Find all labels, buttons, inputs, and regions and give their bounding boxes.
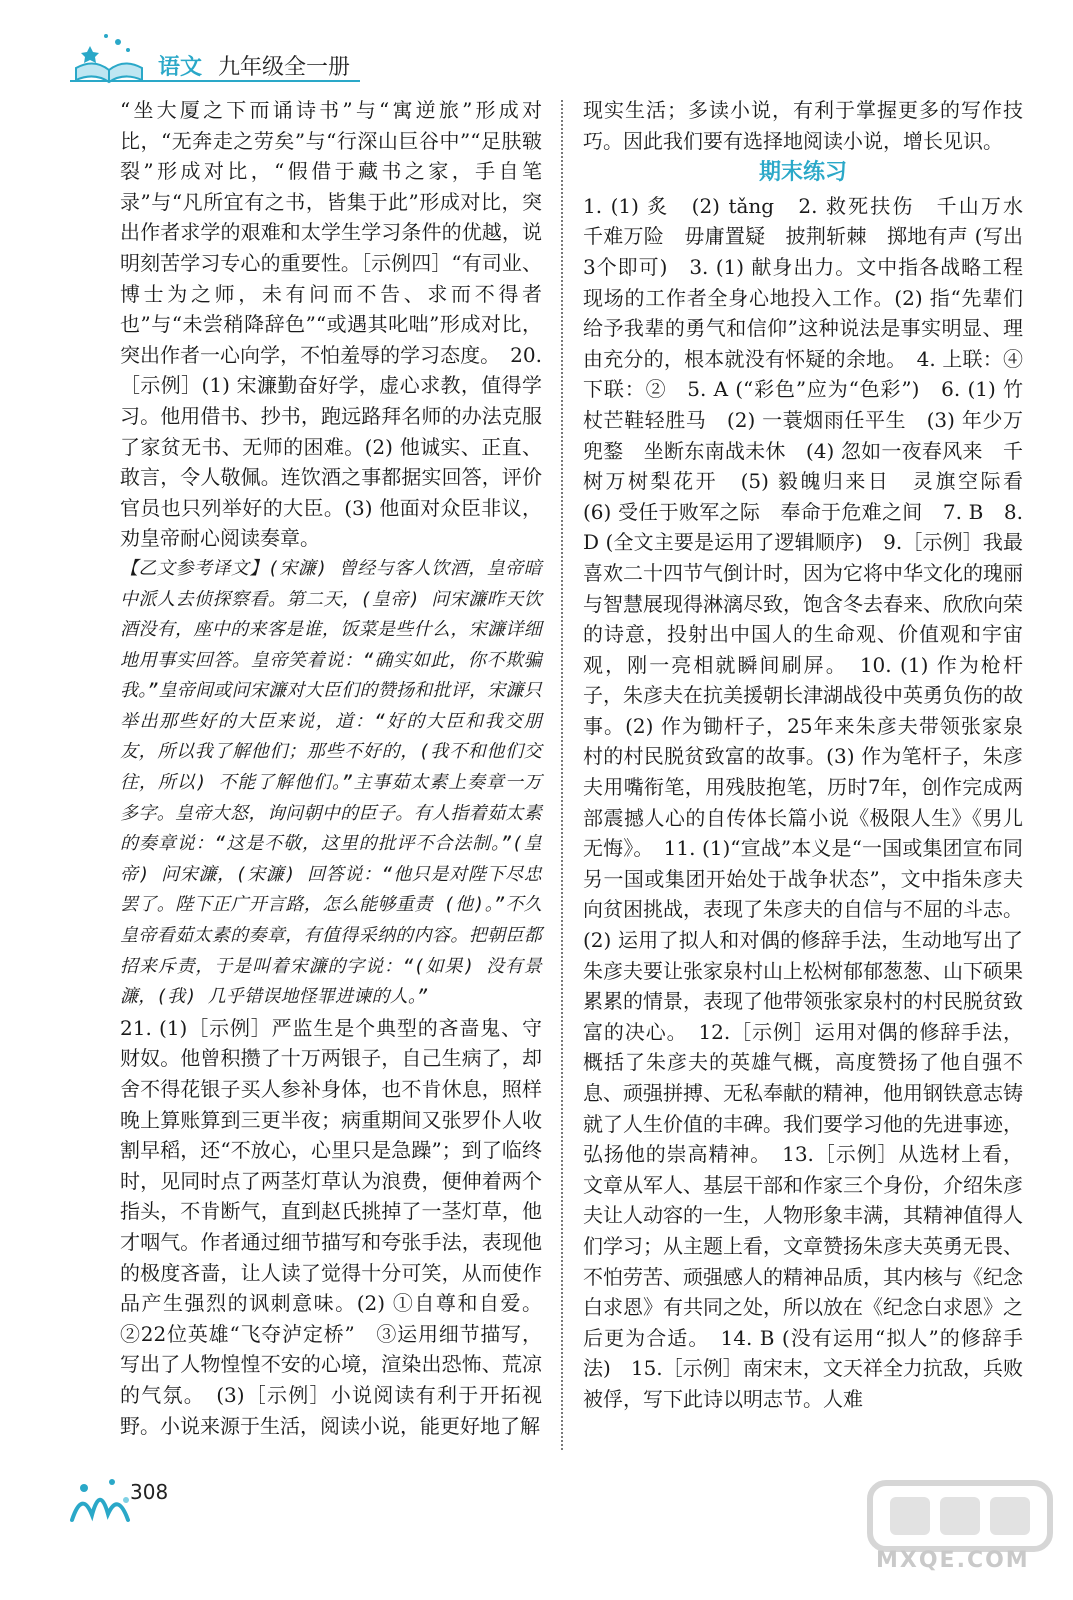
translation-paragraph: 【乙文参考译文】(宋濂) 曾经与客人饮酒，皇帝暗中派人去侦探察看。第二天，(皇帝) 问宋濂昨天饮酒没有，座中的来客是谁，饭菜是些什么，宋濂详细地用事实回答。皇帝笑着说：“确实如此，你不欺骗我。”皇帝间或问宋濂对大臣们的赞扬和批评，宋濂只举出那些好的大臣来说，道：“好的大臣和我交朋友，所以我了解他们；那些不好的，(我不和他们交往，所以) 不能了解他们。”主事茹太素上奏章一万多字。皇帝大怒，询问朝中的臣子。有人指着茹太素的奏章说：“这是不敬，这里的批评不合法制。”(皇帝) 问宋濂，(宋濂) 回答说：“他只是对陛下尽忠罢了。陛下正广开言路，怎么能够重责 (他)。”不久皇帝看茹太素的奏章，有值得采纳的内容。把朝臣都招来斥责，于是叫着宋濂的字说：“(如果) 没有景濂，(我) 几乎错误地怪罪进谏的人。”	[120, 557, 542, 1008]
header-subject: 语文	[158, 55, 203, 80]
section-title: 期末练习	[758, 160, 847, 186]
book-logo-icon	[70, 28, 148, 86]
answer-paragraph: 21. (1)［示例］严监生是个典型的吝啬鬼、守财奴。他曾积攒了十万两银子，自己生病了，却舍不得花银子买人参补身体，也不肯休息，照样晚上算账算到三更半夜；病重期间又张罗仆人收割早稻，还“不放心，心里只是急躁”；到了临终时，见同时点了两茎灯草认为浪费，便伸着两个指头，不肯断气，直到赵氏挑掉了一茎灯草，他才咽气。作者通过细节描写和夸张手法，表现他的极度吝啬，让人读了觉得十分可笑，从而使作品产生强烈的讽刺意味。(2) ①自尊和自爱。②22位英雄“飞夺泸定桥” ③运用细节描写，写出了人物惶惶不安的心境，渲染出恐怖、荒凉的气氛。 (3)［示例］小说阅读有利于开拓视野。小说来源于生活，阅读小说，能更好地了解	[120, 1015, 542, 1438]
answer-paragraph: 现实生活；多读小说，有利于掌握更多的写作技巧。因此我们要有选择地阅读小说，增长见识。	[583, 98, 1023, 153]
column-divider	[561, 100, 563, 1450]
right-column	[583, 95, 1043, 1415]
page-header	[70, 28, 1050, 88]
page-number: 308	[130, 1480, 169, 1504]
header-rule	[70, 80, 360, 82]
answer-paragraph: “坐大厦之下而诵诗书”与“寓逆旅”形成对比，“无奔走之劳矣”与“行深山巨谷中”“足肤皲裂”形成对比，“假借于藏书之家，手自笔录”与“凡所宜有之书，皆集于此”形成对比，突出作者求学的艰难和太学生学习条件的优越，说明刻苦学习专心的重要性。［示例四］“有司业、博士为之师，未有问而不告、求而不得者也”与“未尝稍降辞色”“或遇其叱咄”形成对比，突出作者一心向学，不怕羞辱的学习态度。 20.［示例］(1) 宋濂勤奋好学，虚心求教，值得学习。他用借书、抄书，跑远路拜名师的办法克服了家贫无书、无师的困难。(2) 他诚实、正直、敢言，令人敬佩。连饮酒之事都据实回答，评价官员也只列举好的大臣。(3) 他面对众臣非议，劝皇帝耐心阅读奏章。	[120, 98, 542, 551]
answer-paragraph: 1. (1) 炙 (2) tǎng 2. 救死扶伤 千山万水 千难万险 毋庸置疑 披荆斩棘 掷地有声 (写出3个即可) 3. (1) 献身出力。文中指各战略工程现场的工作者全身心地投入工作。(2) 指“先辈们给予我辈的勇气和信仰”这种说法是事实明显、理由充分的，根本就没有怀疑的余地。 4. 上联：④ 下联：② 5. A (“彩色”应为“色彩”) 6. (1) 竹杖芒鞋轻胜马 (2) 一蓑烟雨任平生 (3) 年少万兜鍪 坐断东南战未休 (4) 忽如一夜春风来 千树万树梨花开 (5) 毅魄归来日 灵旗空际看 (6) 受任于败军之际 奉命于危难之间 7. B 8. D (全文主要是运用了逻辑顺序) 9.［示例］我最喜欢二十四节气倒计时，因为它将中华文化的瑰丽与智慧展现得淋漓尽致，饱含冬去春来、欣欣向荣的诗意，投射出中国人的生命观、价值观和宇宙观，刚一亮相就瞬间刷屏。 10. (1) 作为枪杆子，朱彦夫在抗美援朝长津湖战役中英勇负伤的故事。(2) 作为锄杆子，25年来朱彦夫带领张家泉村的村民脱贫致富的故事。(3) 作为笔杆子，朱彦夫用嘴衔笔，用残肢抱笔，历时7年，创作完成两部震撼人心的自传体长篇小说《极限人生》《男儿无悔》。 11. (1)“宣战”本义是“一国或集团宣布同另一国或集团开始处于战争状态”，文中指朱彦夫向贫困挑战，表现了朱彦夫的自信与不屈的斗志。(2) 运用了拟人和对偶的修辞手法，生动地写出了朱彦夫要让张家泉村山上松树郁郁葱葱、山下硕果累累的情景，表现了他带领张家泉村的村民脱贫致富的决心。 12.［示例］运用对偶的修辞手法，概括了朱彦夫的英雄气概，高度赞扬了他自强不息、顽强拼搏、无私奉献的精神，他用钢铁意志铸就了人生价值的丰碑。我们要学习他的先进事迹，弘扬他的崇高精神。 13.［示例］从选材上看，文章从军人、基层干部和作家三个身份，介绍朱彦夫让人动容的一生，人物形象丰满，其精神值得人们学习；从主题上看，文章赞扬朱彦夫英勇无畏、不怕劳苦、顽强感人的精神品质，其内核与《纪念白求恩》有共同之处，所以放在《纪念白求恩》之后更为合适。 14. B (没有运用“拟人”的修辞手法) 15.［示例］南宋末，文天祥全力抗敌，兵败被俘，写下此诗以明志节。人难	[583, 193, 1043, 1411]
header-grade: 九年级全一册	[218, 55, 351, 80]
left-column	[120, 95, 542, 1441]
watermark-text: MXQE.COM	[876, 1548, 1030, 1573]
